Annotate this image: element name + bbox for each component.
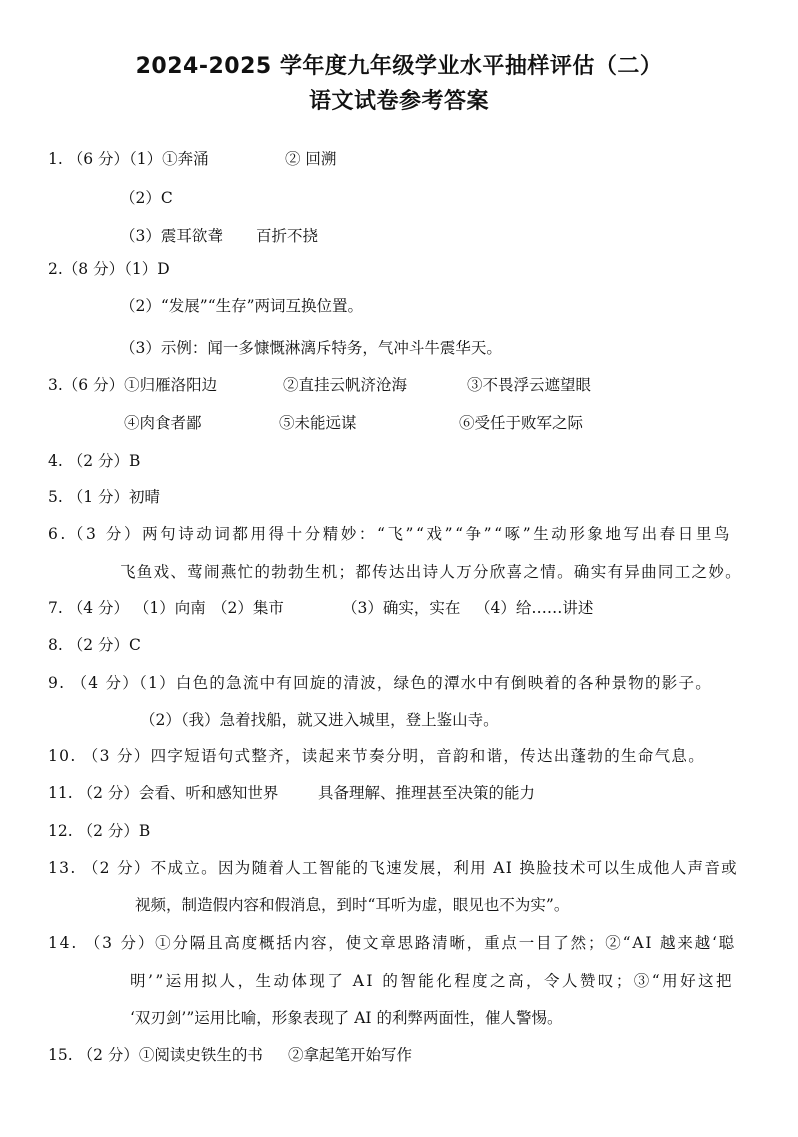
answer-text: （3）确实，实在: [342, 599, 461, 617]
answer-text: 3.（6 分）①归雁洛阳边: [48, 376, 218, 394]
answer-text: 15. （2 分）①阅读史铁生的书: [48, 1046, 263, 1064]
answer-text: 9. （4 分）（1）白色的急流中有回旋的清波，绿色的潭水中有倒映着的各种景物的影子。: [48, 674, 712, 692]
answer-text: 百折不挠: [256, 227, 319, 245]
answer-text: （3）示例：闻一多慷慨淋漓斥特务，气冲斗牛震华天。: [120, 339, 502, 357]
answer-key-subtitle: 语文试卷参考答案: [308, 89, 489, 114]
answer-text: 14. （3 分）①分隔且高度概括内容，使文章思路清晰，重点一目了然；②“AI 越来越‘聪: [48, 934, 736, 952]
answer-text: ④肉食者鄙: [124, 414, 202, 432]
answer-text: ‘双刃剑’”运用比喻，形象表现了 AI 的利弊两面性，催人警惕。: [130, 1009, 563, 1027]
answer-text: 1. （6 分）（1）①奔涌: [48, 150, 209, 168]
answer-text: ③不畏浮云遮望眼: [467, 376, 592, 394]
answer-text: 2.（8 分）（1）D: [48, 260, 170, 278]
answer-text: ② 回溯: [285, 150, 337, 168]
answer-text: 具备理解、推理甚至决策的能力: [318, 784, 536, 802]
answer-text: 飞鱼戏、莺闹燕忙的勃勃生机；都传达出诗人万分欣喜之情。确实有异曲同工之妙。: [120, 563, 742, 581]
answer-text: 4. （2 分）B: [48, 452, 141, 470]
exam-title: 2024-2025 学年度九年级学业水平抽样评估（二）: [135, 54, 663, 79]
answer-text: （2）“发展”“生存”两词互换位置。: [120, 297, 364, 315]
answer-text: 8. （2 分）C: [48, 636, 141, 654]
answer-text: ②拿起笔开始写作: [288, 1046, 413, 1064]
answer-text: ⑥受任于败军之际: [459, 414, 584, 432]
answer-text: ⑤未能远谋: [279, 414, 357, 432]
answer-text: （3）震耳欲聋: [120, 227, 223, 245]
answer-text: 5. （1 分）初晴: [48, 488, 161, 506]
answer-text: 视频，制造假内容和假消息，到时“耳听为虚，眼见也不为实”。: [135, 896, 570, 914]
answer-text: 10. （3 分）四字短语句式整齐，读起来节奏分明，音韵和谐，传达出蓬勃的生命气息。: [48, 747, 705, 765]
answer-text: ②直挂云帆济沧海: [283, 376, 408, 394]
answer-text: 12. （2 分）B: [48, 822, 151, 840]
answer-text: 明’”运用拟人，生动体现了 AI 的智能化程度之高，令人赞叹；③“用好这把: [130, 972, 734, 990]
answer-text: 7. （4 分） （1）向南: [48, 599, 206, 617]
answer-text: 11. （2 分）会看、听和感知世界: [48, 784, 279, 802]
answer-text: （4）给……讲述: [475, 599, 594, 617]
answer-text: （2）集市: [212, 599, 284, 617]
answer-text: （2）C: [120, 189, 173, 207]
answer-text: 13. （2 分）不成立。因为随着人工智能的飞速发展，利用 AI 换脸技术可以生成他人声音或: [48, 859, 738, 877]
answer-text: 6.（3 分）两句诗动词都用得十分精妙：“飞”“戏”“争”“啄”生动形象地写出春日里鸟: [48, 525, 732, 543]
answer-text: （2）（我）急着找船，就又进入城里，登上鉴山寺。: [140, 711, 499, 729]
